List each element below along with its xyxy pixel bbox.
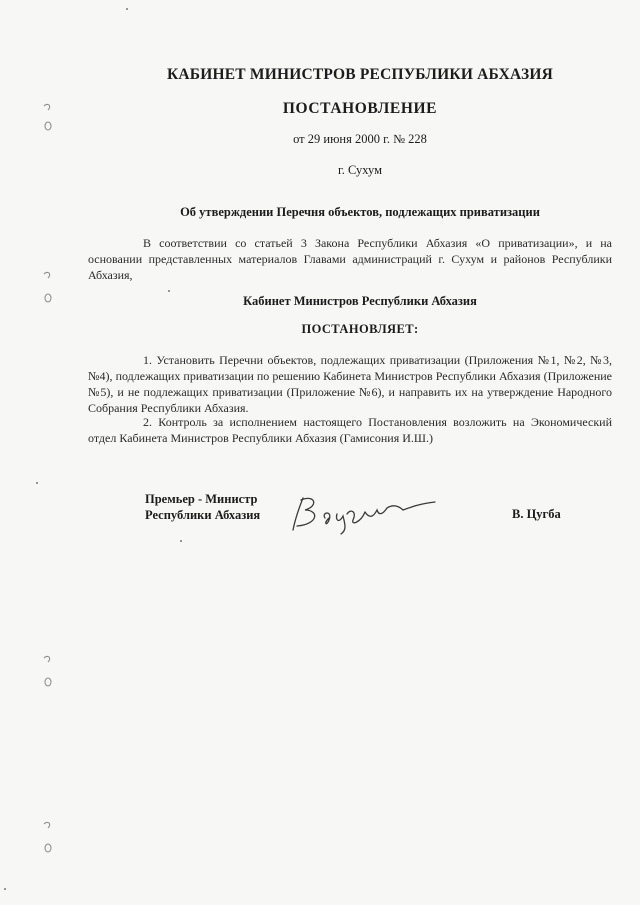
punch-hole-mark-icon [40, 100, 56, 136]
signatory-title-line1: Премьер - Министр [145, 492, 258, 506]
resolves-heading: ПОСТАНОВЛЯЕТ: [301, 322, 419, 336]
scan-speck [36, 482, 38, 484]
document-subject: Об утверждении Перечня объектов, подлежащих приватизации [180, 205, 540, 219]
document-type: ПОСТАНОВЛЕНИЕ [282, 100, 438, 117]
document-header: КАБИНЕТ МИНИСТРОВ РЕСПУБЛИКИ АБХАЗИЯ [166, 66, 554, 83]
punch-hole-mark-icon [40, 268, 56, 308]
scan-speck [168, 290, 170, 292]
preamble-paragraph: В соответствии со статьей 3 Закона Республики Абхазия «О приватизации», и на основании представленных материалов Главами администраций г. Сухум и районов Республики Абхазия, [88, 236, 612, 282]
issuer-heading: Кабинет Министров Республики Абхазия [243, 294, 477, 308]
punch-hole-mark-icon [40, 818, 56, 858]
signatory-title-line2: Республики Абхазия [145, 508, 261, 522]
scan-speck [180, 540, 182, 542]
handwritten-signature [285, 490, 445, 535]
resolution-item-2: 2. Контроль за исполнением настоящего Постановления возложить на Экономический отдел Кабинета Министров Республики Абхазия (Гамисония И.Ш.) [88, 415, 612, 445]
document-city: г. Сухум [337, 163, 382, 177]
scan-speck [126, 8, 128, 10]
resolution-item-1: 1. Установить Перечни объектов, подлежащих приватизации (Приложения №1, №2, №3, №4), подлежащих приватизации по решению Кабинета Министров Республики Абхазия (Приложение №5), и не подлежащих приватизации (Приложение №6), и направить их на утверждение Народного Собрания Республики Абхазия. [88, 353, 612, 415]
signatory-title [145, 491, 260, 523]
document-date-number: от 29 июня 2000 г. № 228 [293, 132, 427, 146]
punch-hole-mark-icon [40, 652, 56, 692]
signatory-name: В. Цугба [512, 507, 561, 521]
scan-speck [4, 888, 6, 890]
